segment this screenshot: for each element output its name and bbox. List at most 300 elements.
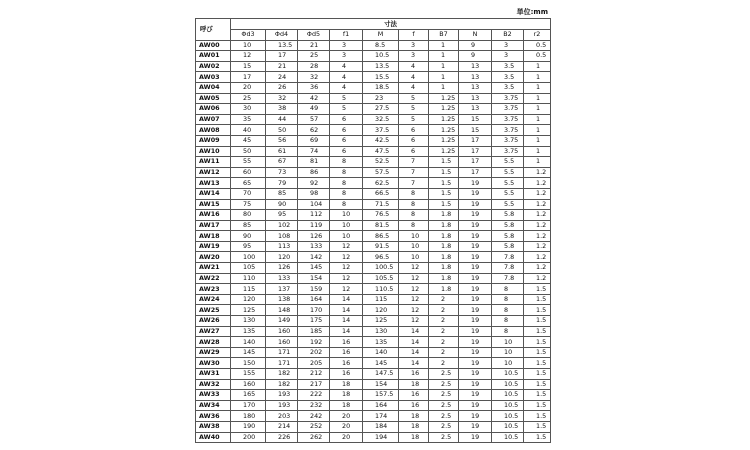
value-cell: 32 — [298, 72, 330, 83]
value-cell: 184 — [363, 421, 399, 432]
value-cell: 96.5 — [363, 252, 399, 263]
column-header: B2 — [492, 30, 524, 41]
value-cell: 17 — [459, 167, 492, 178]
value-cell: 120 — [363, 305, 399, 316]
value-cell: 62.5 — [363, 178, 399, 189]
value-cell: 86.5 — [363, 231, 399, 242]
value-cell: 50 — [231, 146, 266, 157]
value-cell: 14 — [330, 294, 363, 305]
value-cell: 98 — [298, 188, 330, 199]
value-cell: 19 — [459, 188, 492, 199]
value-cell: 17 — [459, 135, 492, 146]
nominal-cell: AW23 — [196, 284, 231, 295]
value-cell: 137 — [266, 284, 298, 295]
value-cell: 108 — [266, 231, 298, 242]
value-cell: 1 — [429, 61, 459, 72]
value-cell: 12 — [330, 284, 363, 295]
value-cell: 19 — [459, 231, 492, 242]
value-cell: 105.5 — [363, 273, 399, 284]
value-cell: 2 — [429, 358, 459, 369]
value-cell: 10.5 — [363, 51, 399, 62]
value-cell: 16 — [399, 400, 429, 411]
table-row — [196, 252, 551, 263]
nominal-cell: AW09 — [196, 135, 231, 146]
value-cell: 133 — [266, 273, 298, 284]
value-cell: 212 — [298, 369, 330, 380]
value-cell: 2 — [429, 305, 459, 316]
value-cell: 1.5 — [429, 178, 459, 189]
table-row — [196, 61, 551, 72]
value-cell: 25 — [298, 51, 330, 62]
value-cell: 1.5 — [429, 188, 459, 199]
nominal-cell: AW30 — [196, 358, 231, 369]
value-cell: 5.5 — [492, 188, 524, 199]
value-cell: 95 — [231, 241, 266, 252]
value-cell: 27.5 — [363, 104, 399, 115]
nominal-cell: AW16 — [196, 210, 231, 221]
value-cell: 16 — [330, 347, 363, 358]
value-cell: 145 — [298, 263, 330, 274]
value-cell: 2.5 — [429, 390, 459, 401]
value-cell: 130 — [231, 316, 266, 327]
value-cell: 16 — [399, 390, 429, 401]
value-cell: 120 — [266, 252, 298, 263]
value-cell: 1 — [524, 72, 551, 83]
value-cell: 1.8 — [429, 241, 459, 252]
table-row — [196, 157, 551, 168]
value-cell: 10 — [492, 337, 524, 348]
value-cell: 18 — [399, 432, 429, 443]
value-cell: 1 — [524, 114, 551, 125]
value-cell: 4 — [399, 82, 429, 93]
value-cell: 10.5 — [492, 369, 524, 380]
value-cell: 12 — [399, 273, 429, 284]
value-cell: 57.5 — [363, 167, 399, 178]
table-row — [196, 72, 551, 83]
value-cell: 1.8 — [429, 284, 459, 295]
value-cell: 12 — [399, 316, 429, 327]
value-cell: 12 — [399, 263, 429, 274]
value-cell: 13.5 — [266, 40, 298, 51]
value-cell: 10 — [399, 252, 429, 263]
value-cell: 120 — [231, 294, 266, 305]
value-cell: 14 — [330, 316, 363, 327]
table-row — [196, 421, 551, 432]
nominal-cell: AW15 — [196, 199, 231, 210]
value-cell: 115 — [231, 284, 266, 295]
table-body — [196, 40, 551, 443]
value-cell: 1.5 — [524, 400, 551, 411]
value-cell: 4 — [330, 61, 363, 72]
value-cell: 164 — [298, 294, 330, 305]
value-cell: 70 — [231, 188, 266, 199]
value-cell: 19 — [459, 369, 492, 380]
value-cell: 19 — [459, 400, 492, 411]
value-cell: 205 — [298, 358, 330, 369]
value-cell: 10 — [399, 231, 429, 242]
value-cell: 1 — [429, 51, 459, 62]
value-cell: 19 — [459, 199, 492, 210]
value-cell: 28 — [298, 61, 330, 72]
value-cell: 7 — [399, 178, 429, 189]
value-cell: 20 — [330, 411, 363, 422]
value-cell: 10 — [492, 358, 524, 369]
value-cell: 4 — [330, 72, 363, 83]
value-cell: 226 — [266, 432, 298, 443]
value-cell: 1.2 — [524, 231, 551, 242]
value-cell: 126 — [298, 231, 330, 242]
value-cell: 5.5 — [492, 167, 524, 178]
dimension-table — [195, 18, 551, 443]
value-cell: 1.2 — [524, 178, 551, 189]
value-cell: 6 — [399, 125, 429, 136]
value-cell: 19 — [459, 241, 492, 252]
value-cell: 60 — [231, 167, 266, 178]
value-cell: 147.5 — [363, 369, 399, 380]
value-cell: 19 — [459, 432, 492, 443]
value-cell: 19 — [459, 210, 492, 221]
value-cell: 1 — [524, 135, 551, 146]
value-cell: 81.5 — [363, 220, 399, 231]
value-cell: 45 — [231, 135, 266, 146]
nominal-cell: AW00 — [196, 40, 231, 51]
value-cell: 62 — [298, 125, 330, 136]
value-cell: 13 — [459, 82, 492, 93]
value-cell: 19 — [459, 379, 492, 390]
value-cell: 3 — [330, 51, 363, 62]
value-cell: 125 — [231, 305, 266, 316]
table-row — [196, 114, 551, 125]
value-cell: 1.2 — [524, 167, 551, 178]
value-cell: 19 — [459, 178, 492, 189]
value-cell: 23 — [363, 93, 399, 104]
table-row — [196, 273, 551, 284]
value-cell: 3.75 — [492, 114, 524, 125]
nominal-cell: AW04 — [196, 82, 231, 93]
nominal-cell: AW40 — [196, 432, 231, 443]
value-cell: 180 — [231, 411, 266, 422]
value-cell: 13 — [459, 93, 492, 104]
value-cell: 71.5 — [363, 199, 399, 210]
value-cell: 13 — [459, 104, 492, 115]
value-cell: 100 — [231, 252, 266, 263]
value-cell: 14 — [330, 326, 363, 337]
value-cell: 1.2 — [524, 241, 551, 252]
column-header: Φd5 — [298, 30, 330, 41]
value-cell: 69 — [298, 135, 330, 146]
value-cell: 200 — [231, 432, 266, 443]
value-cell: 92 — [298, 178, 330, 189]
value-cell: 202 — [298, 347, 330, 358]
table-row — [196, 369, 551, 380]
value-cell: 10 — [330, 220, 363, 231]
column-header: Φd3 — [231, 30, 266, 41]
value-cell: 18 — [399, 411, 429, 422]
value-cell: 32 — [266, 93, 298, 104]
table-row — [196, 220, 551, 231]
value-cell: 10.5 — [492, 379, 524, 390]
value-cell: 6 — [330, 146, 363, 157]
value-cell: 242 — [298, 411, 330, 422]
value-cell: 18 — [399, 379, 429, 390]
value-cell: 193 — [266, 390, 298, 401]
table-row — [196, 40, 551, 51]
value-cell: 110 — [231, 273, 266, 284]
value-cell: 8 — [330, 178, 363, 189]
value-cell: 9 — [459, 40, 492, 51]
value-cell: 8 — [492, 305, 524, 316]
value-cell: 3 — [492, 51, 524, 62]
value-cell: 16 — [330, 358, 363, 369]
value-cell: 1 — [524, 93, 551, 104]
value-cell: 148 — [266, 305, 298, 316]
value-cell: 140 — [363, 347, 399, 358]
value-cell: 1.8 — [429, 231, 459, 242]
value-cell: 19 — [459, 337, 492, 348]
value-cell: 2.5 — [429, 379, 459, 390]
value-cell: 1.8 — [429, 263, 459, 274]
nominal-cell: AW05 — [196, 93, 231, 104]
value-cell: 10 — [231, 40, 266, 51]
value-cell: 10.5 — [492, 421, 524, 432]
value-cell: 25 — [231, 93, 266, 104]
value-cell: 12 — [330, 252, 363, 263]
value-cell: 19 — [459, 326, 492, 337]
value-cell: 5.5 — [492, 178, 524, 189]
value-cell: 3 — [330, 40, 363, 51]
value-cell: 1.2 — [524, 210, 551, 221]
table-row — [196, 178, 551, 189]
value-cell: 75 — [231, 199, 266, 210]
table-row — [196, 432, 551, 443]
value-cell: 3.75 — [492, 125, 524, 136]
value-cell: 100.5 — [363, 263, 399, 274]
value-cell: 18 — [399, 421, 429, 432]
value-cell: 217 — [298, 379, 330, 390]
value-cell: 19 — [459, 263, 492, 274]
nominal-cell: AW26 — [196, 316, 231, 327]
value-cell: 1.5 — [524, 379, 551, 390]
value-cell: 21 — [266, 61, 298, 72]
value-cell: 8 — [399, 210, 429, 221]
value-cell: 12 — [399, 305, 429, 316]
value-cell: 13.5 — [363, 61, 399, 72]
table-row — [196, 294, 551, 305]
nominal-cell: AW25 — [196, 305, 231, 316]
value-cell: 19 — [459, 284, 492, 295]
table-row — [196, 316, 551, 327]
nominal-cell: AW10 — [196, 146, 231, 157]
value-cell: 21 — [298, 40, 330, 51]
value-cell: 193 — [266, 400, 298, 411]
value-cell: 1 — [524, 125, 551, 136]
value-cell: 50 — [266, 125, 298, 136]
value-cell: 1 — [524, 157, 551, 168]
value-cell: 5.8 — [492, 231, 524, 242]
value-cell: 19 — [459, 358, 492, 369]
value-cell: 1.2 — [524, 199, 551, 210]
nominal-cell: AW18 — [196, 231, 231, 242]
value-cell: 1 — [429, 40, 459, 51]
value-cell: 105 — [231, 263, 266, 274]
value-cell: 222 — [298, 390, 330, 401]
header-dimensions: 寸法 — [231, 19, 551, 30]
value-cell: 17 — [459, 146, 492, 157]
value-cell: 165 — [231, 390, 266, 401]
value-cell: 12 — [399, 284, 429, 295]
column-header: Φd4 — [266, 30, 298, 41]
column-header: B7 — [429, 30, 459, 41]
table-row — [196, 411, 551, 422]
value-cell: 32.5 — [363, 114, 399, 125]
value-cell: 13 — [459, 61, 492, 72]
value-cell: 9 — [459, 51, 492, 62]
table-row — [196, 305, 551, 316]
nominal-cell: AW01 — [196, 51, 231, 62]
value-cell: 86 — [298, 167, 330, 178]
value-cell: 6 — [330, 114, 363, 125]
nominal-cell: AW22 — [196, 273, 231, 284]
value-cell: 74 — [298, 146, 330, 157]
value-cell: 3.75 — [492, 146, 524, 157]
nominal-cell: AW17 — [196, 220, 231, 231]
table-row — [196, 326, 551, 337]
table-row — [196, 337, 551, 348]
value-cell: 174 — [363, 411, 399, 422]
value-cell: 12 — [330, 241, 363, 252]
value-cell: 20 — [231, 82, 266, 93]
value-cell: 214 — [266, 421, 298, 432]
nominal-cell: AW32 — [196, 379, 231, 390]
value-cell: 19 — [459, 252, 492, 263]
nominal-cell: AW08 — [196, 125, 231, 136]
value-cell: 194 — [363, 432, 399, 443]
value-cell: 232 — [298, 400, 330, 411]
value-cell: 5.5 — [492, 199, 524, 210]
value-cell: 1.25 — [429, 135, 459, 146]
value-cell: 7 — [399, 157, 429, 168]
column-header: f — [399, 30, 429, 41]
value-cell: 17 — [231, 72, 266, 83]
value-cell: 10.5 — [492, 432, 524, 443]
value-cell: 56 — [266, 135, 298, 146]
value-cell: 130 — [363, 326, 399, 337]
value-cell: 8 — [399, 220, 429, 231]
value-cell: 47.5 — [363, 146, 399, 157]
nominal-cell: AW07 — [196, 114, 231, 125]
value-cell: 1.5 — [524, 358, 551, 369]
table-row — [196, 51, 551, 62]
column-header: N — [459, 30, 492, 41]
nominal-cell: AW29 — [196, 347, 231, 358]
value-cell: 5.8 — [492, 220, 524, 231]
table-row — [196, 241, 551, 252]
value-cell: 102 — [266, 220, 298, 231]
value-cell: 1.25 — [429, 104, 459, 115]
value-cell: 19 — [459, 305, 492, 316]
nominal-cell: AW19 — [196, 241, 231, 252]
value-cell: 65 — [231, 178, 266, 189]
value-cell: 8 — [330, 167, 363, 178]
value-cell: 2 — [429, 316, 459, 327]
value-cell: 1.5 — [524, 294, 551, 305]
value-cell: 2 — [429, 337, 459, 348]
value-cell: 135 — [231, 326, 266, 337]
nominal-cell: AW34 — [196, 400, 231, 411]
value-cell: 1.5 — [524, 369, 551, 380]
value-cell: 44 — [266, 114, 298, 125]
value-cell: 19 — [459, 273, 492, 284]
value-cell: 15 — [459, 125, 492, 136]
value-cell: 8 — [399, 188, 429, 199]
value-cell: 38 — [266, 104, 298, 115]
value-cell: 2 — [429, 326, 459, 337]
value-cell: 16 — [330, 337, 363, 348]
value-cell: 1.2 — [524, 273, 551, 284]
table-row — [196, 125, 551, 136]
value-cell: 18.5 — [363, 82, 399, 93]
unit-label: 単位:mm — [516, 8, 548, 16]
value-cell: 2 — [429, 347, 459, 358]
value-cell: 81 — [298, 157, 330, 168]
value-cell: 55 — [231, 157, 266, 168]
value-cell: 6 — [330, 125, 363, 136]
value-cell: 5.8 — [492, 210, 524, 221]
value-cell: 20 — [330, 432, 363, 443]
nominal-cell: AW02 — [196, 61, 231, 72]
table-row — [196, 390, 551, 401]
value-cell: 80 — [231, 210, 266, 221]
value-cell: 95 — [266, 210, 298, 221]
value-cell: 1 — [524, 146, 551, 157]
value-cell: 8 — [399, 199, 429, 210]
table-row — [196, 231, 551, 242]
value-cell: 3 — [399, 51, 429, 62]
table-row — [196, 104, 551, 115]
table-row — [196, 379, 551, 390]
value-cell: 10 — [399, 241, 429, 252]
value-cell: 1.5 — [429, 157, 459, 168]
value-cell: 14 — [399, 326, 429, 337]
nominal-cell: AW13 — [196, 178, 231, 189]
value-cell: 6 — [399, 146, 429, 157]
value-cell: 1.5 — [524, 347, 551, 358]
value-cell: 157.5 — [363, 390, 399, 401]
value-cell: 12 — [330, 273, 363, 284]
value-cell: 8 — [492, 284, 524, 295]
value-cell: 160 — [266, 326, 298, 337]
value-cell: 1.5 — [524, 305, 551, 316]
value-cell: 5 — [399, 104, 429, 115]
value-cell: 1.5 — [524, 337, 551, 348]
value-cell: 19 — [459, 294, 492, 305]
value-cell: 10 — [330, 210, 363, 221]
header-row-group — [196, 19, 551, 30]
value-cell: 171 — [266, 358, 298, 369]
value-cell: 7 — [399, 167, 429, 178]
nominal-cell: AW31 — [196, 369, 231, 380]
value-cell: 125 — [363, 316, 399, 327]
value-cell: 19 — [459, 390, 492, 401]
value-cell: 14 — [330, 305, 363, 316]
value-cell: 19 — [459, 411, 492, 422]
value-cell: 4 — [330, 82, 363, 93]
value-cell: 150 — [231, 358, 266, 369]
value-cell: 140 — [231, 337, 266, 348]
value-cell: 7.8 — [492, 263, 524, 274]
value-cell: 12 — [231, 51, 266, 62]
value-cell: 4 — [399, 61, 429, 72]
